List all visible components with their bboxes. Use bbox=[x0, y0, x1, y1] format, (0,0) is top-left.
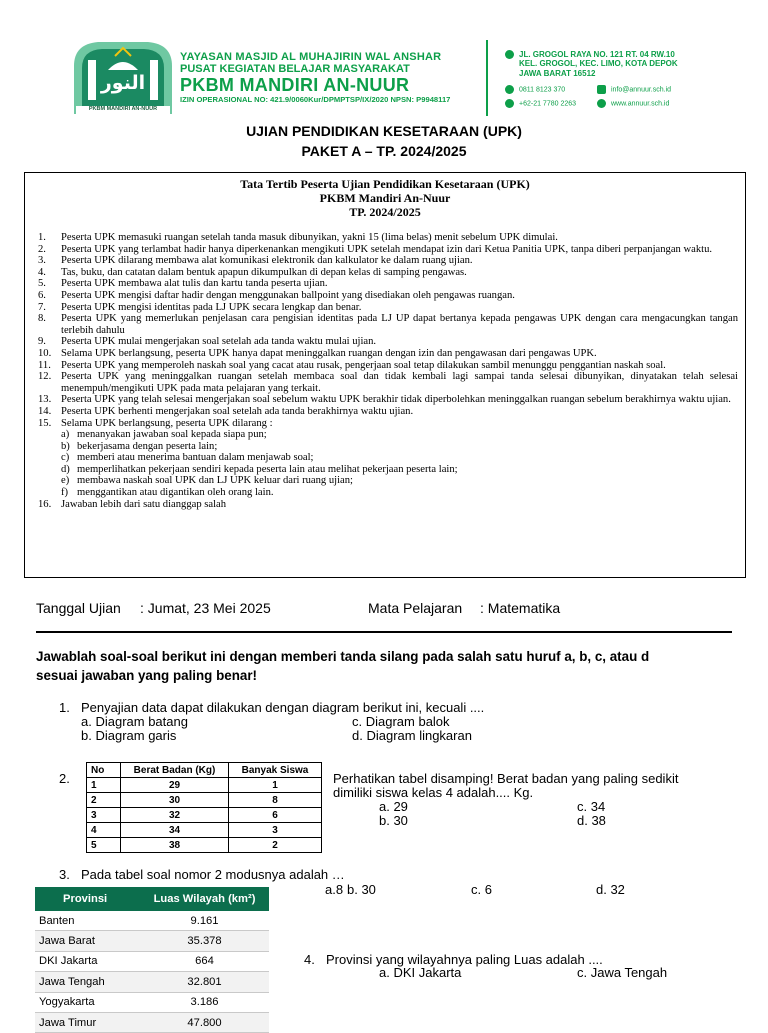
rule-item bbox=[38, 348, 738, 360]
rule-text: Tas, buku, dan catatan dalam bentuk apapun dikumpulkan di depan kelas di samping pengawas. bbox=[61, 266, 467, 278]
province-area: 35.378 bbox=[187, 935, 222, 948]
table-row bbox=[35, 1013, 269, 1033]
row-weight: 32 bbox=[121, 808, 229, 823]
address-line-2: KEL. GROGOL, KEC. LIMO, KOTA DEPOK bbox=[519, 59, 678, 69]
province-area: 3.186 bbox=[190, 996, 219, 1009]
rule-subitem bbox=[38, 464, 738, 476]
rule-text: Peserta UPK membawa alat tulis dan kartu tanda peserta ujian. bbox=[61, 278, 328, 290]
row-number: 4 bbox=[87, 823, 121, 838]
table-row bbox=[35, 911, 269, 931]
rule-item bbox=[38, 336, 738, 348]
rule-subitem-text: menanyakan jawaban soal kepada siapa pun; bbox=[77, 429, 267, 441]
rule-item bbox=[38, 313, 738, 336]
question-4-text: Provinsi yang wilayahnya paling Luas adalah .... bbox=[326, 952, 603, 967]
question-2-option-b[interactable]: b. 30 bbox=[379, 813, 408, 828]
question-4-option-a[interactable]: a. DKI Jakarta bbox=[379, 965, 462, 980]
instruction-line-1: Jawablah soal-soal berikut ini dengan memberi tanda silang pada salah satu huruf a, b, c, atau d bbox=[36, 649, 650, 664]
rule-number: 9. bbox=[38, 336, 46, 348]
table-row bbox=[87, 793, 322, 808]
rule-item bbox=[38, 360, 738, 372]
website-url: www.annuur.sch.id bbox=[611, 100, 670, 108]
whatsapp-number: 0811 8123 370 bbox=[519, 86, 566, 94]
rule-item bbox=[38, 255, 738, 267]
subject-value: : Matematika bbox=[480, 600, 561, 616]
phone-contact bbox=[505, 99, 576, 108]
question-4-option-c[interactable]: c. Jawa Tengah bbox=[577, 965, 668, 980]
province-name: Jawa Timur bbox=[39, 1016, 97, 1029]
weight-table-header-count: Banyak Siswa bbox=[229, 763, 322, 778]
province-table-header bbox=[35, 887, 269, 911]
organization-block bbox=[180, 52, 485, 104]
rule-number: 12. bbox=[38, 371, 52, 383]
province-name: DKI Jakarta bbox=[39, 955, 98, 968]
question-1-option-b[interactable]: b. Diagram garis bbox=[81, 728, 177, 743]
rule-item bbox=[38, 394, 738, 406]
logo-arabic-text: النور bbox=[100, 72, 146, 94]
rule-number: 5. bbox=[38, 278, 46, 290]
rule-item bbox=[38, 244, 738, 256]
rule-number: 15. bbox=[38, 417, 52, 429]
header-divider bbox=[486, 40, 488, 116]
question-3-option-c[interactable]: c. 6 bbox=[471, 882, 492, 897]
org-foundation-name: YAYASAN MASJID AL MUHAJIRIN WAL ANSHAR bbox=[180, 51, 442, 63]
rule-text: Peserta UPK yang terlambat hadir hanya diperkenankan mengikuti UPK setelah mendapat izin dari Ketua Panitia UPK, tanpa diberi perpanjangan waktu. bbox=[61, 243, 713, 255]
row-number: 2 bbox=[87, 793, 121, 808]
rule-subitem-letter: c) bbox=[61, 452, 70, 464]
whatsapp-icon bbox=[505, 85, 514, 94]
rules-heading: Tata Tertib Peserta Ujian Pendidikan Kesetaraan (UPK) bbox=[240, 177, 530, 191]
rule-item bbox=[38, 278, 738, 290]
question-1-text: Penyajian data dapat dilakukan dengan diagram berikut ini, kecuali .... bbox=[81, 700, 485, 715]
rule-number: 1. bbox=[38, 232, 46, 243]
rule-number: 10. bbox=[38, 347, 52, 359]
exam-title: UJIAN PENDIDIKAN KESETARAAN (UPK) bbox=[246, 123, 522, 139]
table-row bbox=[87, 778, 322, 793]
rule-item bbox=[38, 418, 738, 430]
address-line-3: JAWA BARAT 16512 bbox=[519, 68, 596, 78]
row-weight: 34 bbox=[121, 823, 229, 838]
rule-subitem-letter: f) bbox=[61, 487, 69, 499]
school-logo bbox=[68, 36, 178, 116]
exam-date-label: Tanggal Ujian bbox=[36, 600, 121, 616]
table-row bbox=[35, 993, 269, 1013]
row-count: 8 bbox=[229, 793, 322, 808]
question-2-option-a[interactable]: a. 29 bbox=[379, 799, 408, 814]
table-row bbox=[87, 808, 322, 823]
email-icon bbox=[597, 85, 606, 94]
rule-subitem-text: memberi atau menerima bantuan dalam menjawab soal; bbox=[77, 452, 314, 464]
whatsapp-contact bbox=[505, 85, 565, 94]
weight-table-header-no: No bbox=[87, 763, 121, 778]
rule-subitem-letter: a) bbox=[61, 429, 70, 441]
question-4-number: 4. bbox=[304, 952, 315, 967]
province-area: 47.800 bbox=[187, 1016, 222, 1029]
rule-text: Peserta UPK mengisi identitas pada LJ UPK secara lengkap dan benar. bbox=[61, 301, 362, 313]
org-permit-number: IZIN OPERASIONAL NO: 421.9/0060Kur/DPMPTSP/IX/2020 NPSN: P9948117 bbox=[180, 95, 451, 104]
table-row bbox=[35, 952, 269, 972]
email-contact bbox=[597, 85, 671, 94]
rule-text: Peserta UPK dilarang membawa alat komunikasi elektronik dan kalkulator ke dalam ruang ujian. bbox=[61, 255, 473, 267]
table-row bbox=[87, 823, 322, 838]
org-pkbm-name: PKBM MANDIRI AN-NUUR bbox=[180, 75, 410, 95]
rule-number: 6. bbox=[38, 289, 46, 301]
rule-text: Peserta UPK mengisi daftar hadir dengan menggunakan ballpoint yang disediakan oleh pengawas ruangan. bbox=[61, 289, 515, 301]
row-count: 1 bbox=[229, 778, 322, 793]
question-3-option-a[interactable]: a.8 bbox=[325, 882, 344, 897]
row-count: 2 bbox=[229, 838, 322, 853]
website-contact bbox=[597, 99, 669, 108]
rule-subitem bbox=[38, 441, 738, 453]
rule-text: Peserta UPK memasuki ruangan setelah tanda masuk dibunyikan, yakni 15 (lima belas) menit sebelum UPK dimulai. bbox=[61, 232, 558, 243]
rule-text: Selama UPK berlangsung, peserta UPK hanya dapat meninggalkan ruangan dengan izin dan pengawasan dari pengawas UPK. bbox=[61, 347, 597, 359]
row-count: 6 bbox=[229, 808, 322, 823]
instruction bbox=[36, 647, 756, 685]
rule-text: Peserta UPK mulai mengerjakan soal setelah ada tanda waktu mulai ujian. bbox=[61, 336, 377, 348]
question-1-option-a[interactable]: a. Diagram batang bbox=[81, 714, 188, 729]
rule-subitem bbox=[38, 452, 738, 464]
address-line-1: JL. GROGOL RAYA NO. 121 RT. 04 RW.10 bbox=[519, 50, 675, 59]
rule-number: 7. bbox=[38, 301, 46, 313]
instruction-line-2: sesuai jawaban yang paling benar! bbox=[36, 668, 258, 683]
province-name: Jawa Barat bbox=[39, 935, 95, 948]
province-area: 9.161 bbox=[190, 914, 219, 927]
row-weight: 30 bbox=[121, 793, 229, 808]
row-number: 3 bbox=[87, 808, 121, 823]
question-2-option-c[interactable]: c. 34 bbox=[577, 799, 606, 814]
rules-list bbox=[38, 232, 738, 510]
rules-year: TP. 2024/2025 bbox=[349, 205, 421, 219]
email-address: info@annuur.sch.id bbox=[611, 86, 672, 94]
section-divider bbox=[36, 631, 732, 633]
rule-subitem-letter: d) bbox=[61, 463, 70, 475]
logo-caption: PKBM MANDIRI AN-NUUR bbox=[88, 106, 158, 112]
address-block bbox=[505, 50, 678, 78]
rule-subitem-text: memperlihatkan pekerjaan sendiri kepada peserta lain atau melihat pekerjaan peserta lain; bbox=[77, 463, 458, 475]
rule-text: Selama UPK berlangsung, peserta UPK dilarang : bbox=[61, 417, 273, 429]
subject-label: Mata Pelajaran bbox=[368, 600, 463, 616]
phone-number: +62-21 7780 2263 bbox=[519, 100, 577, 108]
rule-number: 13. bbox=[38, 394, 52, 406]
province-area-table bbox=[35, 887, 269, 1033]
rule-number: 14. bbox=[38, 405, 52, 417]
question-3-option-d[interactable]: d. 32 bbox=[596, 882, 625, 897]
question-1-option-d[interactable]: d. Diagram lingkaran bbox=[352, 728, 472, 743]
rule-subitem-text: menggantikan atau digantikan oleh orang lain. bbox=[77, 487, 274, 499]
rule-subitem bbox=[38, 429, 738, 441]
rule-item bbox=[38, 232, 738, 244]
question-3-text: Pada tabel soal nomor 2 modusnya adalah … bbox=[81, 867, 345, 882]
rule-item bbox=[38, 290, 738, 302]
rule-number: 2. bbox=[38, 243, 46, 255]
rule-number: 11. bbox=[38, 359, 51, 371]
rule-subitem-letter: b) bbox=[61, 440, 70, 452]
exam-date-value: : Jumat, 23 Mei 2025 bbox=[140, 600, 271, 616]
rule-item bbox=[38, 302, 738, 314]
question-1-number: 1. bbox=[59, 700, 70, 715]
rule-text: Peserta UPK yang meninggalkan ruangan setelah membaca soal dan tidak kembali lagi sampai tanda selesai dibunyikan, dinyatakan telah selesai menempuh/mengikuti UPK pada mata pelajaran yang terkait. bbox=[61, 371, 738, 394]
rule-item bbox=[38, 406, 738, 418]
rule-subitem bbox=[38, 487, 738, 499]
rule-item bbox=[38, 267, 738, 279]
table-row bbox=[87, 838, 322, 853]
province-name: Banten bbox=[39, 914, 75, 927]
area-header: Luas Wilayah (km²) bbox=[153, 893, 256, 905]
location-pin-icon bbox=[505, 50, 514, 59]
rule-text: Peserta UPK yang memperoleh naskah soal yang cacat atau rusak, pengerjaan soal tetap dilakukan sambil menunggu penggantian naskah soal. bbox=[61, 359, 666, 371]
weight-table-header-weight: Berat Badan (Kg) bbox=[121, 763, 229, 778]
row-count: 3 bbox=[229, 823, 322, 838]
rules-subheading: PKBM Mandiri An-Nuur bbox=[319, 191, 451, 205]
question-2-option-d[interactable]: d. 38 bbox=[577, 813, 606, 828]
rule-subitem-text: membawa naskah soal UPK dan LJ UPK keluar dari ruang ujian; bbox=[77, 475, 353, 487]
row-weight: 29 bbox=[121, 778, 229, 793]
row-weight: 38 bbox=[121, 838, 229, 853]
rule-number: 8. bbox=[38, 313, 46, 325]
row-number: 5 bbox=[87, 838, 121, 853]
rule-text: Peserta UPK berhenti mengerjakan soal setelah ada tanda berakhirnya waktu ujian. bbox=[61, 405, 414, 417]
province-name: Yogyakarta bbox=[39, 996, 95, 1009]
table-row bbox=[35, 931, 269, 951]
rule-item: 16. Jawaban lebih dari satu dianggap salah bbox=[38, 498, 227, 510]
province-area: 32.801 bbox=[187, 975, 222, 988]
rule-subitem-text: bekerjasama dengan peserta lain; bbox=[77, 440, 218, 452]
question-3-option-b[interactable]: b. 30 bbox=[347, 882, 376, 897]
province-name: Jawa Tengah bbox=[39, 975, 105, 988]
org-center-name: PUSAT KEGIATAN BELAJAR MASYARAKAT bbox=[180, 63, 410, 75]
rule-text: Peserta UPK yang telah selesai mengerjakan soal sebelum waktu UPK berakhir tidak diperbolehkan meninggalkan ruangan sebelum berakhirnya waktu ujian. bbox=[61, 394, 731, 406]
question-3-number: 3. bbox=[59, 867, 70, 882]
province-area: 664 bbox=[195, 955, 214, 968]
rule-text: Peserta UPK yang memerlukan penjelasan cara pengisian identitas pada LJ UP dapat bertanya kepada pengawas UPK dengan cara mengacungkan tangan terlebih dahulu bbox=[61, 313, 738, 336]
question-2-text-line-2: dimiliki siswa kelas 4 adalah.... Kg. bbox=[333, 785, 534, 800]
globe-icon bbox=[597, 99, 606, 108]
rule-subitem-letter: e) bbox=[61, 475, 70, 487]
phone-icon bbox=[505, 99, 514, 108]
question-2-text-line-1: Perhatikan tabel disamping! Berat badan yang paling sedikit bbox=[333, 771, 679, 786]
rule-number: 4. bbox=[38, 266, 46, 278]
question-2-number: 2. bbox=[59, 771, 70, 786]
province-header: Provinsi bbox=[63, 893, 108, 905]
exam-package: PAKET A – TP. 2024/2025 bbox=[301, 143, 467, 159]
rule-number: 3. bbox=[38, 255, 46, 267]
row-number: 1 bbox=[87, 778, 121, 793]
rule-item bbox=[38, 371, 738, 394]
question-1-option-c[interactable]: c. Diagram balok bbox=[352, 714, 450, 729]
table-row bbox=[35, 972, 269, 992]
rule-subitem bbox=[38, 475, 738, 487]
weight-table bbox=[86, 762, 322, 853]
